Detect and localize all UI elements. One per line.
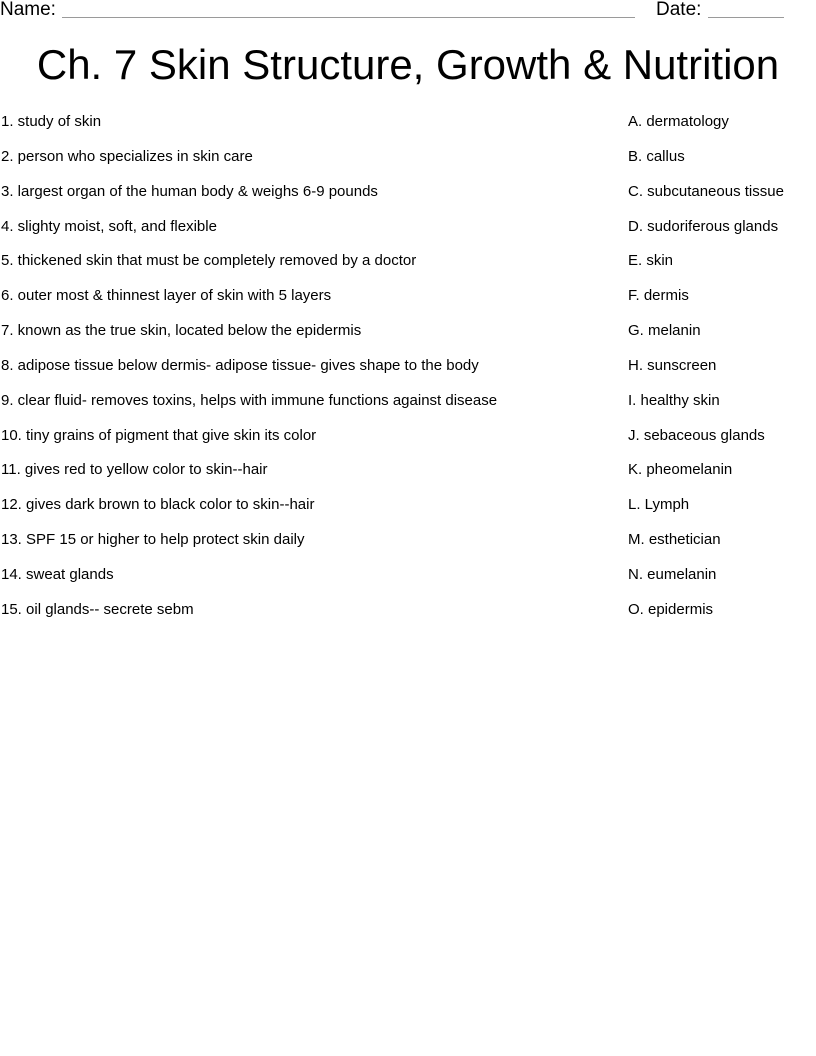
answer-item: B. callus	[628, 147, 685, 165]
answer-item: M. esthetician	[628, 531, 721, 549]
answer-item: G. melanin	[628, 322, 701, 340]
question-item: 4. slighty moist, soft, and flexible	[1, 217, 217, 235]
question-list	[1, 111, 601, 634]
question-item: 11. gives red to yellow color to skin--hair	[1, 461, 268, 479]
question-item: 14. sweat glands	[1, 565, 114, 583]
question-item: 15. oil glands-- secrete sebm	[1, 600, 194, 618]
question-item: 6. outer most & thinnest layer of skin with 5 layers	[1, 287, 332, 305]
answer-item: F. dermis	[628, 287, 689, 305]
answer-item: J. sebaceous glands	[628, 426, 765, 444]
question-item: 5. thickened skin that must be completely removed by a doctor	[1, 252, 417, 270]
question-item: 7. known as the true skin, located below the epidermis	[1, 322, 362, 340]
name-blank-line	[62, 17, 635, 18]
question-item: 12. gives dark brown to black color to skin--hair	[1, 496, 315, 514]
page-title: Ch. 7 Skin Structure, Growth & Nutrition	[36, 41, 780, 88]
question-item: 1. study of skin	[1, 113, 102, 130]
answer-item: L. Lymph	[628, 496, 690, 514]
answer-item: D. sudoriferous glands	[628, 217, 779, 235]
question-item: 3. largest organ of the human body & weighs 6-9 pounds	[1, 182, 378, 200]
name-label: Name:	[0, 0, 56, 20]
answer-item: I. healthy skin	[628, 391, 720, 409]
question-item: 8. adipose tissue below dermis- adipose tissue- gives shape to the body	[1, 356, 479, 374]
answer-item: E. skin	[628, 252, 674, 270]
question-item: 2. person who specializes in skin care	[1, 147, 253, 165]
answer-item: N. eumelanin	[628, 565, 717, 583]
question-item: 10. tiny grains of pigment that give skin its color	[1, 426, 317, 444]
answer-item: A. dermatology	[628, 113, 729, 130]
answer-item: C. subcutaneous tissue	[628, 182, 784, 200]
date-blank-line	[708, 17, 784, 18]
answer-list	[628, 111, 816, 634]
date-label: Date:	[656, 0, 702, 20]
question-item: 9. clear fluid- removes toxins, helps with immune functions against disease	[1, 391, 498, 409]
answer-item: K. pheomelanin	[628, 461, 733, 479]
worksheet-header	[0, 0, 816, 24]
question-item: 13. SPF 15 or higher to help protect skin daily	[1, 531, 305, 549]
answer-item: O. epidermis	[628, 600, 714, 618]
answer-item: H. sunscreen	[628, 356, 717, 374]
